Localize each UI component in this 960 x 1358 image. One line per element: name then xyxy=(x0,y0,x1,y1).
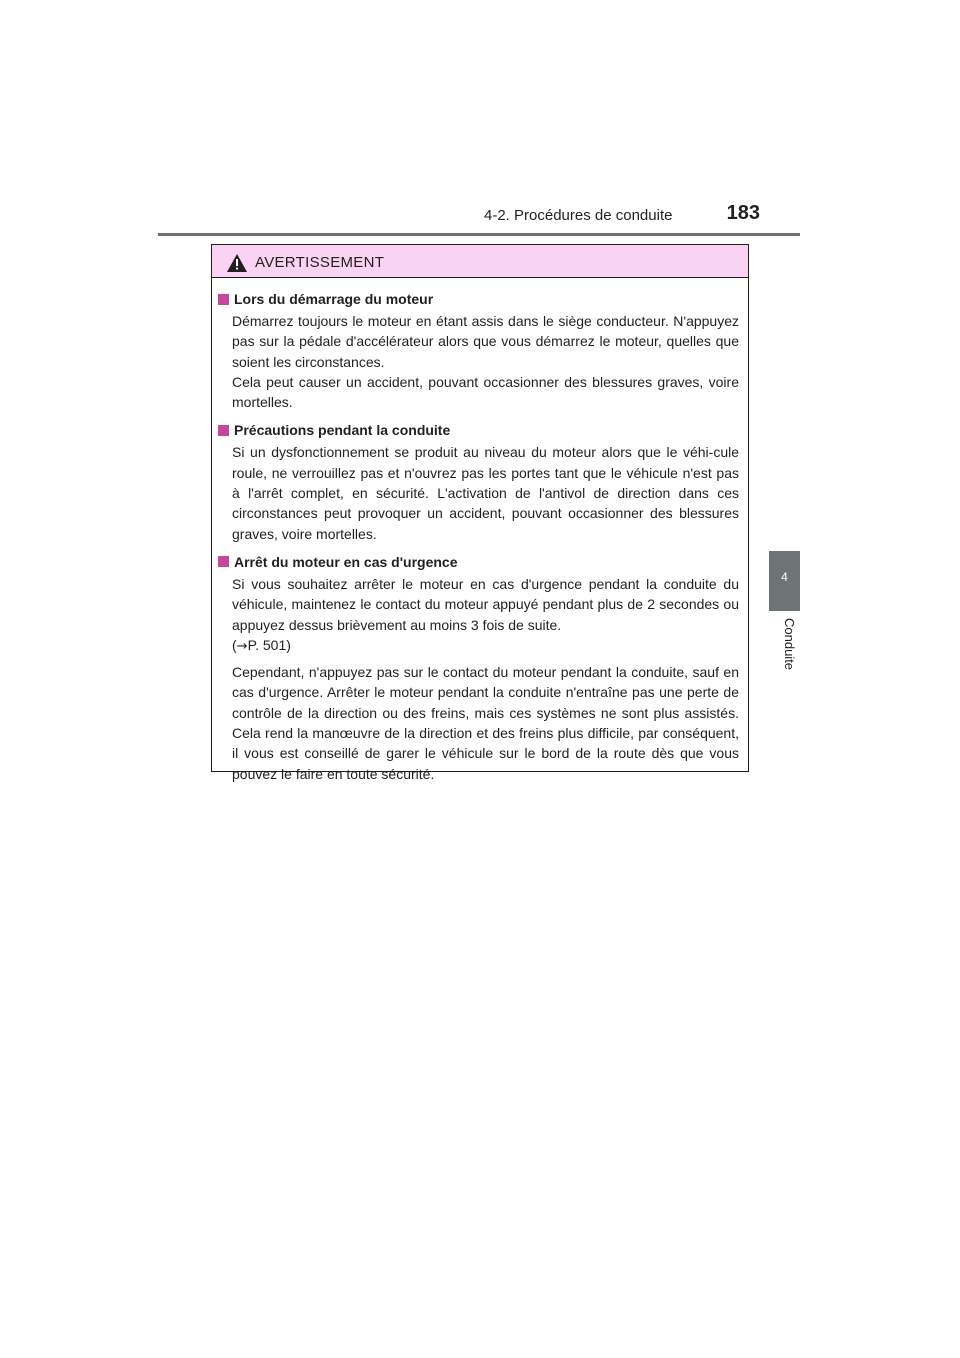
item-heading xyxy=(218,552,739,572)
item-heading xyxy=(218,420,739,440)
item-paragraph xyxy=(218,311,739,412)
square-bullet-icon xyxy=(218,294,229,305)
warning-triangle-icon xyxy=(227,254,247,272)
paragraph-text: Si vous souhaitez arrêter le moteur en cas d'urgence pendant la conduite du véhicule, maintenez le contact du moteur appuyé pendant plus de 2 secondes ou appuyez dessus brièvement au moins 3 fois de suite. xyxy=(232,575,739,633)
item-paragraph: Si un dysfonctionnement se produit au niveau du moteur alors que le véhi-cule roule, ne verrouillez pas et n'ouvrez pas les portes tant que le véhicule n'est pas à l'arrêt complet, en sécurité. L'activation de l'antivol de direction dans ces circonstances peut provoquer un accident, pouvant occasionner des blessures graves, voire mortelles. xyxy=(232,444,739,542)
arrow-right-icon: → xyxy=(236,638,248,654)
warning-header xyxy=(212,245,748,278)
page-reference xyxy=(232,635,739,657)
warning-item-engine-start xyxy=(218,289,739,412)
ref-open: ( xyxy=(232,636,237,653)
ref-text: P. 501) xyxy=(247,636,291,653)
page-number: 183 xyxy=(726,202,760,224)
warning-item-emergency-stop xyxy=(218,552,739,784)
warning-box xyxy=(211,244,749,782)
item-paragraph: Cependant, n'appuyez pas sur le contact du moteur pendant la conduite, sauf en cas d'urgence. Arrêter le moteur pendant la conduite n'entraîne pas une perte de contrôle de la direction ou des freins, mais ces systèmes ne sont plus assistés. Cela rend la manœuvre de la direction et des freins plus difficile, par conséquent, il vous est conseillé de garer le véhicule sur le bord de la route dès que vous pouvez le faire en toute sécurité. xyxy=(232,664,739,782)
paragraph-text: Cela peut causer un accident, pouvant occasionner des blessures graves, voire mortelles. xyxy=(232,373,739,411)
header-divider xyxy=(158,233,800,236)
item-heading xyxy=(218,289,739,309)
chapter-tab-number: 4 xyxy=(781,570,788,584)
page-header xyxy=(158,202,800,236)
section-title: 4-2. Procédures de conduite xyxy=(484,207,673,224)
item-heading-text: Lors du démarrage du moteur xyxy=(234,291,434,307)
chapter-tab-label: Conduite xyxy=(782,618,797,671)
item-heading-text: Précautions pendant la conduite xyxy=(234,422,451,439)
item-paragraph xyxy=(218,574,739,657)
paragraph-text: Démarrez toujours le moteur en étant assis dans le siège conducteur. N'appuyez pas sur la pédale d'accélérateur alors que vous démarrez le moteur, quelles que soient les circonstances. xyxy=(232,313,739,370)
item-heading-text: Arrêt du moteur en cas d'urgence xyxy=(234,553,458,570)
warning-title: AVERTISSEMENT xyxy=(255,254,385,271)
warning-body xyxy=(212,278,748,784)
square-bullet-icon xyxy=(218,556,229,567)
square-bullet-icon xyxy=(218,425,229,436)
warning-item-driving-precautions xyxy=(218,420,739,543)
